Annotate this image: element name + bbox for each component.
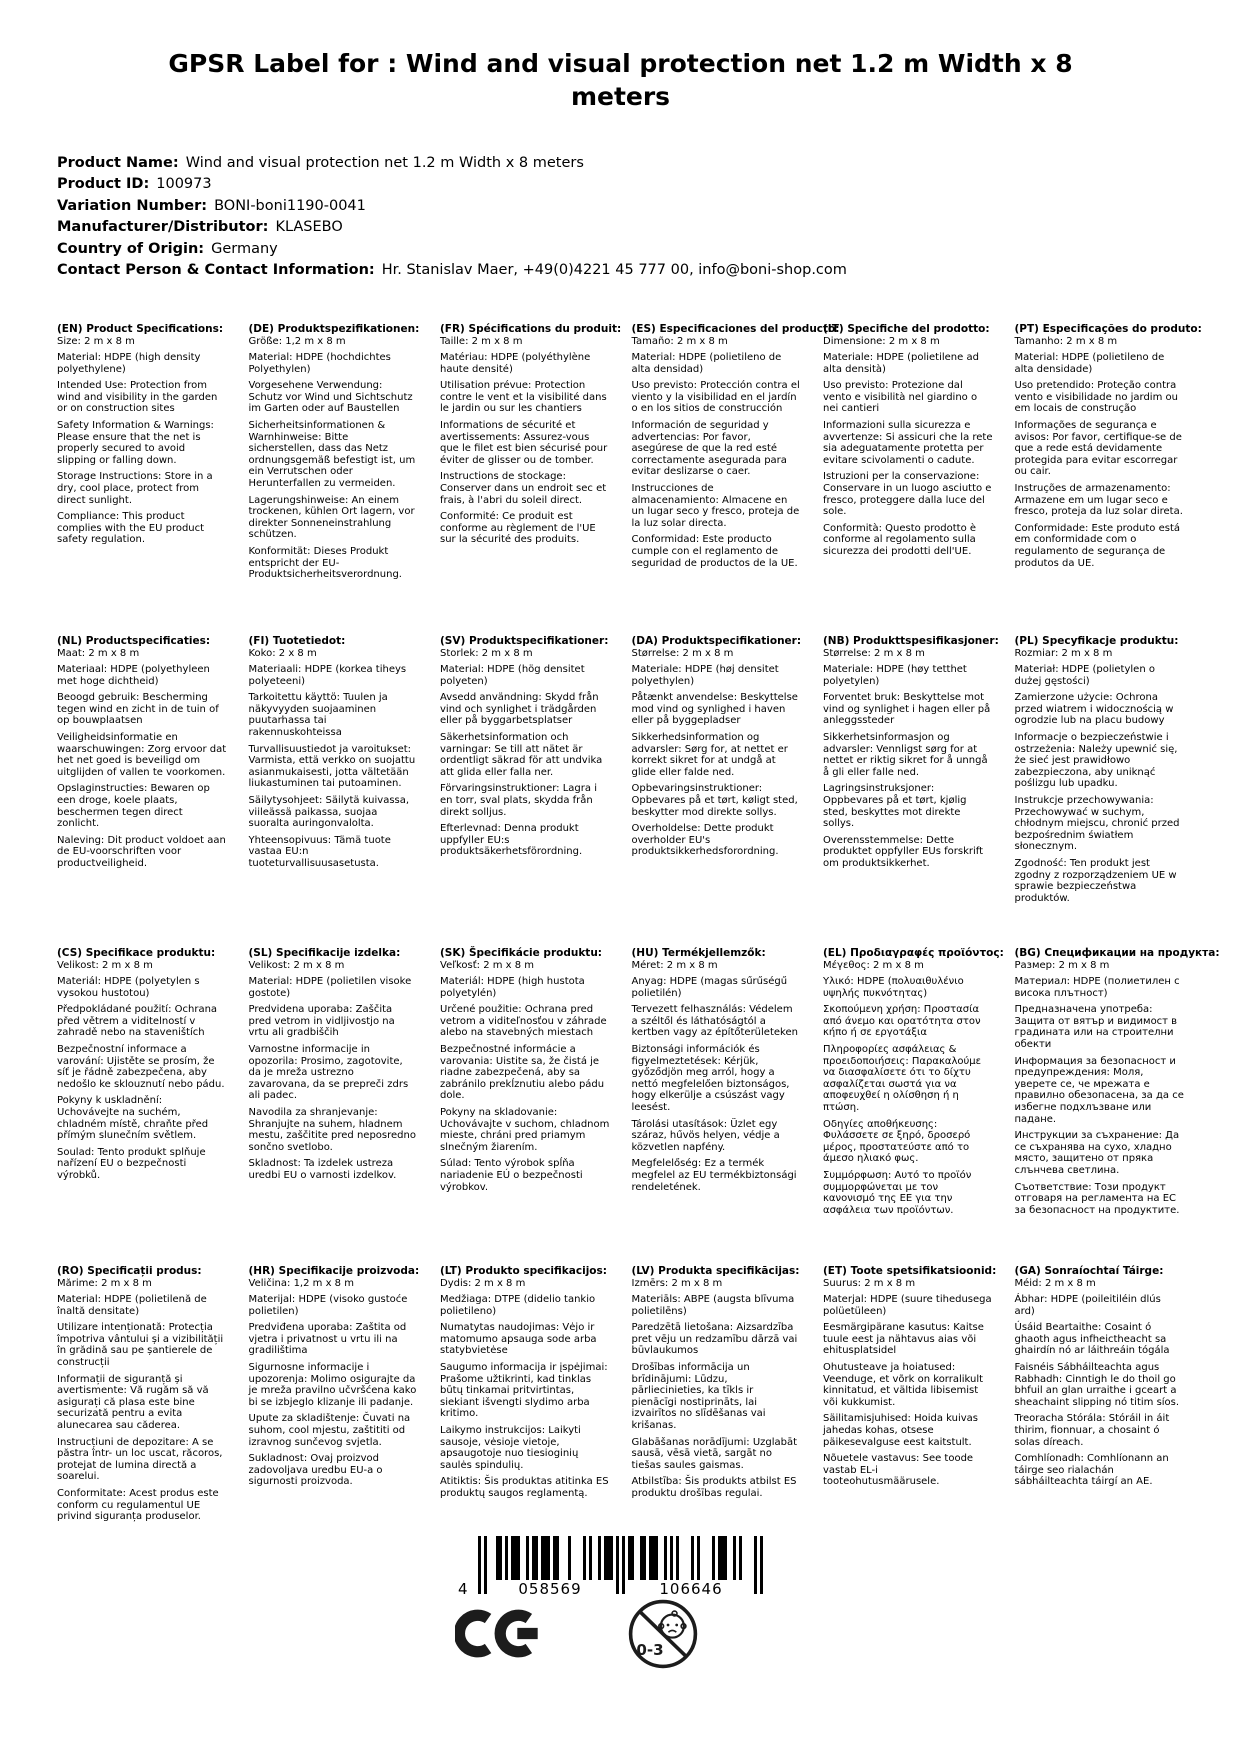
spec-paragraph: Materijal: HDPE (visoko gustoće polietilen): [248, 1294, 408, 1317]
spec-block-heading: (PL) Specyfikacje produktu:: [1014, 635, 1179, 648]
spec-block-sk: [440, 947, 610, 1265]
spec-paragraph: Beoogd gebruik: Bescherming tegen wind en zicht in de tuin of op bouwplaatsen: [57, 692, 219, 727]
spec-paragraph: Materiaal: HDPE (polyethyleen met hoge dichtheid): [57, 664, 210, 687]
spec-paragraph: Overholdelse: Dette produkt overholder EU's produktsikkerhedsforordning.: [631, 823, 779, 858]
manufacturer-label: Manufacturer/Distributor:: [57, 219, 269, 236]
spec-paragraph: Πληροφορίες ασφάλειας & προειδοποιήσεις: Παρακαλούμε να διασφαλίσετε ότι το δίχτυ ασφαλίζεται σωστά για να αποφευχθεί η ολίσθηση ή η πτώση.: [823, 1044, 982, 1114]
spec-block-heading: (FI) Tuotetiedot:: [248, 635, 346, 648]
spec-block-heading: (FR) Spécifications du produit:: [440, 323, 622, 336]
spec-paragraph: Rozmiar: 2 m x 8 m: [1014, 647, 1113, 659]
spec-paragraph: Instructions de stockage: Conserver dans un endroit sec et frais, à l'abri du soleil direct.: [440, 471, 607, 506]
spec-paragraph: Informacje o bezpieczeństwie i ostrzeżenia: Należy upewnić się, że sieć jest prawidłowo zabezpieczona, aby uniknąć poślizgu lub upadku.: [1014, 732, 1178, 790]
spec-block-hr: [249, 1265, 419, 1527]
spec-paragraph: Predvidena uporaba: Zaščita pred vetrom in vidljivostjo na vrtu ali gradbiščih: [248, 1004, 395, 1039]
spec-paragraph: Avsedd användning: Skydd från vind och synlighet i trädgården eller på byggarbetsplatser: [440, 692, 599, 727]
spec-paragraph: Taille: 2 m x 8 m: [440, 335, 523, 347]
product-id-label: Product ID:: [57, 176, 150, 193]
spec-paragraph: Numatytas naudojimas: Vėjo ir matomumo apsauga sode arba statybvietėse: [440, 1322, 597, 1357]
spec-paragraph: Instrukcje przechowywania: Przechowywać w suchym, chłodnym miejscu, chronić przed bezpośrednim światłem słonecznym.: [1014, 795, 1180, 853]
barcode-digits-left: 058569: [518, 1579, 582, 1598]
spec-paragraph: Uso pretendido: Proteção contra vento e visibilidade no jardim ou em locais de construção: [1014, 380, 1178, 415]
spec-block-heading: (CS) Specifikace produktu:: [57, 947, 216, 960]
spec-block-heading: (NB) Produkttspesifikasjoner:: [823, 635, 999, 648]
spec-paragraph: Lagringsinstruksjoner: Oppbevares på et tørt, kjølig sted, beskyttes mot direkte sollys.: [823, 783, 967, 830]
spec-block-en: [57, 323, 227, 635]
spec-paragraph: Säilytysohjeet: Säilytä kuivassa, viileässä paikassa, suojaa suoralta auringonvalolta.: [248, 795, 410, 830]
spec-paragraph: Informations de sécurité et avertissements: Assurez-vous que le filet est bien sécurisé pour éviter de glisser ou de tomber.: [440, 420, 608, 466]
spec-paragraph: Paredzētā lietošana: Aizsardzība pret vēju un redzamību dārzā vai būvlaukumos: [631, 1322, 798, 1357]
spec-paragraph: Utilisation prévue: Protection contre le vent et la visibilité dans le jardin ou sur les chantiers: [440, 380, 607, 415]
spec-paragraph: Compliance: This product complies with the EU product safety regulation.: [57, 511, 205, 546]
spec-paragraph: Opbevaringsinstruktioner: Opbevares på et tørt, køligt sted, beskytter mod direkte sollys.: [631, 783, 798, 818]
spec-paragraph: Size: 2 m x 8 m: [57, 335, 135, 347]
country-of-origin-label: Country of Origin:: [57, 240, 205, 257]
spec-paragraph: Material: HDPE (polietileno de alta densidade): [1014, 352, 1165, 375]
spec-paragraph: Съответствие: Този продукт отговаря на регламента на ЕС за безопасност на продуктите.: [1014, 1181, 1180, 1216]
spec-block-fi: [249, 635, 419, 947]
country-of-origin-row: [57, 241, 1184, 258]
barcode-bar: [760, 1536, 763, 1594]
spec-paragraph: Pokyny k uskladnění: Uchovávejte na suchém, chladném místě, chraňte před přímým slunečním světlem.: [57, 1095, 209, 1142]
spec-paragraph: Atbilstība: Šis produkts atbilst ES produktu drošības regulai.: [631, 1476, 797, 1500]
spec-block-ga: [1015, 1265, 1185, 1527]
compliance-marks: [455, 1604, 1184, 1670]
spec-paragraph: Størrelse: 2 m x 8 m: [631, 647, 734, 659]
manufacturer-value: KLASEBO: [275, 219, 343, 236]
spec-paragraph: Conformità: Questo prodotto è conforme al regolamento sulla sicurezza dei prodotti dell'UE.: [823, 522, 977, 558]
spec-paragraph: Drošības informācija un brīdinājumi: Lūdzu, pārliecinieties, ka tīkls ir pienācīgi nostiprināts, lai izvairītos no slīdēšanas vai krišanas.: [631, 1362, 766, 1432]
manufacturer-row: [57, 219, 1184, 236]
spec-paragraph: Informații de siguranță și avertismente: Vă rugăm să vă asigurați că plasa este bine securizată pentru a evita alunecarea sau căderea.: [57, 1373, 209, 1432]
spec-paragraph: Soulad: Tento produkt splňuje nařízení EU o bezpečnosti výrobků.: [57, 1146, 206, 1182]
product-name-row: [57, 155, 1184, 172]
spec-paragraph: Conformitate: Acest produs este conform cu regulamentul UE privind siguranța produselor.: [57, 1488, 219, 1523]
age-warning-text: 0-3: [636, 1640, 664, 1659]
contact-label: Contact Person & Contact Information:: [57, 261, 375, 278]
spec-paragraph: Efterlevnad: Denna produkt uppfyller EU:s produktsäkerhetsförordning.: [440, 823, 583, 858]
spec-paragraph: Biztonsági információk és figyelmeztetések: Kérjük, győződjön meg arról, hogy a nettó megfelelően biztonságos, hogy elkerülje a csúszást vagy leesést.: [631, 1044, 790, 1114]
spec-paragraph: Faisnéis Sábháilteachta agus Rabhadh: Cinntigh le do thoil go bhfuil an glan urraithe i gceart a sheachaint slipping nó titim síos.: [1014, 1362, 1180, 1408]
spec-block-heading: (GA) Sonraíochtaí Táirge:: [1014, 1265, 1164, 1278]
age-warning-0-3-icon: [627, 1598, 699, 1670]
spec-paragraph: Glabāšanas norādījumi: Uzglabāt sausā, vēsā vietā, sargāt no tiešas saules gaismas.: [631, 1436, 798, 1471]
spec-paragraph: Conformidade: Este produto está em conformidade com o regulamento de segurança de produtos da UE.: [1014, 522, 1181, 569]
spec-paragraph: Veličina: 1,2 m x 8 m: [248, 1277, 354, 1289]
spec-paragraph: Materjal: HDPE (suure tihedusega polüetüleen): [823, 1294, 992, 1317]
spec-paragraph: Bezpečnostní informace a varování: Ujistěte se prosím, že síť je řádně zabezpečena, aby nedošlo ke sklouznutí nebo pádu.: [57, 1044, 225, 1090]
spec-paragraph: Informazioni sulla sicurezza e avvertenze: Si assicuri che la rete sia adeguatamente protetta per evitare scivolamenti o cadute.: [823, 420, 993, 466]
spec-paragraph: Material: HDPE (polietilenă de înaltă densitate): [57, 1294, 207, 1317]
spec-paragraph: Conformité: Ce produit est conforme au règlement de l'UE sur la sécurité des produits.: [440, 511, 596, 546]
spec-paragraph: Maat: 2 m x 8 m: [57, 647, 140, 659]
spec-paragraph: Μέγεθος: 2 m x 8 m: [823, 959, 924, 971]
spec-paragraph: Laikymo instrukcijos: Laikyti sausoje, vėsioje vietoje, apsaugotoje nuo tiesioginių saulės spindulių.: [440, 1425, 581, 1471]
spec-paragraph: Storage Instructions: Store in a dry, cool place, protect from direct sunlight.: [57, 471, 213, 506]
spec-block-heading: (SV) Produktspecifikationer:: [440, 635, 609, 648]
spec-block-heading: (HR) Specifikacije proizvoda:: [248, 1265, 420, 1278]
spec-paragraph: Lagerungshinweise: An einem trockenen, kühlen Ort lagern, vor direkter Sonneneinstrahlung schützen.: [248, 494, 415, 541]
spec-paragraph: Overensstemmelse: Dette produktet oppfyller EUs forskrift om produktsikkerhet.: [823, 834, 984, 870]
variation-number-label: Variation Number:: [57, 197, 208, 214]
spec-block-nl: [57, 635, 227, 947]
spec-block-bg: [1014, 947, 1220, 1265]
spec-paragraph: Istruzioni per la conservazione: Conservare in un luogo asciutto e fresco, proteggere dalla luce del sole.: [823, 471, 992, 518]
spec-block-heading: (SK) Špecifikácie produktu:: [440, 947, 603, 960]
spec-block-heading: (EN) Product Specifications:: [57, 323, 224, 336]
barcode-digit-prefix: 4: [458, 1579, 469, 1598]
spec-block-heading: (EL) Προδιαγραφές προϊόντος:: [823, 947, 1004, 960]
spec-paragraph: Materiale: HDPE (høy tetthet polyetylen): [823, 664, 967, 687]
barcode-digits-right: 106646: [659, 1579, 723, 1598]
product-name-label: Product Name:: [57, 155, 179, 171]
spec-paragraph: Instrucciones de almacenamiento: Almacene en un lugar seco y fresco, proteja de la luz solar directa.: [631, 483, 800, 529]
spec-paragraph: Tárolási utasítások: Üzlet egy száraz, hűvös helyen, védje a közvetlen napfény.: [631, 1118, 780, 1153]
spec-paragraph: Storlek: 2 m x 8 m: [440, 647, 533, 659]
spec-paragraph: Uso previsto: Protección contra el viento y la visibilidad en el jardín o en los sitios de construcción: [631, 380, 800, 415]
spec-paragraph: Sukladnost: Ovaj proizvod zadovoljava uredbu EU-a o sigurnosti proizvoda.: [248, 1453, 383, 1488]
spec-paragraph: Størrelse: 2 m x 8 m: [823, 647, 925, 659]
spec-block-sv: [440, 635, 610, 947]
spec-paragraph: Atitiktis: Šis produktas atitinka ES produktų saugos reglamentą.: [440, 1476, 609, 1500]
spec-paragraph: Инструкции за съхранение: Да се съхранява на сухо, хладно място, защитено от пряка слънчева светлина.: [1014, 1130, 1180, 1177]
spec-grid: [57, 323, 1220, 1527]
spec-paragraph: Eesmärgipärane kasutus: Kaitse tuule eest ja nähtavus aias või ehitusplatsidel: [823, 1322, 984, 1357]
spec-paragraph: Ábhar: HDPE (poileitiléin dlús ard): [1014, 1294, 1161, 1317]
spec-paragraph: Předpokládané použití: Ochrana před větrem a viditelností v zahradě nebo na staveništích: [57, 1004, 218, 1039]
product-id-value: 100973: [156, 176, 212, 193]
spec-paragraph: Megfelelőség: Ez a termék megfelel az EU termékbiztonsági rendeletének.: [631, 1158, 797, 1193]
spec-block-heading: (SL) Specifikacije izdelka:: [248, 947, 401, 960]
spec-block-da: [632, 635, 802, 947]
spec-paragraph: Größe: 1,2 m x 8 m: [248, 335, 346, 347]
spec-block-it: [823, 323, 993, 635]
spec-paragraph: Varnostne informacije in opozorila: Prosimo, zagotovite, da je mreža ustrezno zavarovana, da se prepreči zdrs ali padec.: [248, 1044, 409, 1102]
spec-paragraph: Materiāls: ABPE (augsta blīvuma polietilēns): [631, 1294, 795, 1317]
spec-block-heading: (ES) Especificaciones del producto:: [631, 323, 840, 336]
contact-value: Hr. Stanislav Maer, +49(0)4221 45 777 00, info@boni-shop.com: [381, 261, 847, 278]
spec-block-heading: (LV) Produkta specifikācijas:: [631, 1265, 800, 1278]
spec-paragraph: Συμμόρφωση: Αυτό το προϊόν συμμορφώνεται με τον κανονισμό της ΕΕ για την ασφάλεια των προϊόντων.: [823, 1170, 972, 1216]
spec-paragraph: Materiale: HDPE (høj densitet polyethylen): [631, 664, 779, 687]
spec-paragraph: Určené použitie: Ochrana pred vetrom a viditeľnosťou v záhrade alebo na stavebných miestach: [440, 1004, 607, 1039]
spec-paragraph: Utilizare intenționată: Protecția împotriva vântului și a vizibilității în grădină sau pe șantierele de construcții: [57, 1322, 224, 1369]
spec-block-pl: [1015, 635, 1185, 947]
spec-paragraph: Sikkerhetsinformasjon og advarsler: Vennligst sørg for at nettet er riktig sikret for å unngå å gli eller falle ned.: [823, 732, 988, 778]
spec-paragraph: Veľkosť: 2 m x 8 m: [440, 959, 535, 971]
spec-paragraph: Säilitamisjuhised: Hoida kuivas jahedas kohas, otsese päikesevalguse eest kaitstult.: [823, 1413, 979, 1448]
variation-number-row: [57, 198, 1184, 215]
spec-block-heading: (LT) Produkto specifikacijos:: [440, 1265, 607, 1278]
spec-paragraph: Материал: HDPE (полиетилен с висока плътност): [1014, 976, 1180, 999]
spec-block-heading: (NL) Productspecificaties:: [57, 635, 211, 648]
spec-paragraph: Informações de segurança e avisos: Por favor, certifique-se de que a rede está devidamente protegida para evitar escorregar ou cair.: [1014, 420, 1182, 478]
spec-block-heading: (HU) Termékjellemzők:: [631, 947, 766, 960]
contact-row: [57, 262, 1184, 279]
spec-block-heading: (IT) Specifiche del prodotto:: [823, 323, 990, 336]
spec-block-nb: [823, 635, 999, 947]
spec-block-lv: [632, 1265, 802, 1527]
spec-paragraph: Material: HDPE (polietilen visoke gostote): [248, 976, 412, 999]
spec-paragraph: Matériau: HDPE (polyéthylène haute densité): [440, 352, 591, 375]
ean13-barcode: [458, 1536, 763, 1598]
spec-paragraph: Material: HDPE (polietileno de alta densidad): [631, 352, 782, 375]
spec-paragraph: Predviđena uporaba: Zaštita od vjetra i privatnost u vrtu ili na gradilištima: [248, 1322, 407, 1357]
spec-paragraph: Materiale: HDPE (polietilene ad alta densità): [823, 352, 979, 375]
spec-block-et: [823, 1265, 997, 1527]
spec-paragraph: Säkerhetsinformation och varningar: Se till att nätet är ordentligt säkrad för att undvika att glida eller falla ner.: [440, 732, 603, 778]
spec-block-heading: (ET) Toote spetsifikatsioonid:: [823, 1265, 997, 1278]
spec-paragraph: Nõuetele vastavus: See toode vastab EL-i tooteohutusmäärusele.: [823, 1453, 974, 1488]
spec-paragraph: Dydis: 2 m x 8 m: [440, 1277, 526, 1289]
spec-paragraph: Navodila za shranjevanje: Shranjujte na suhem, hladnem mestu, zaščitite pred neposredno sončno svetlobo.: [248, 1107, 416, 1153]
spec-block-sl: [249, 947, 419, 1265]
spec-paragraph: Οδηγίες αποθήκευσης: Φυλάσσετε σε ξηρό, δροσερό μέρος, προστατεύστε από το άμεσο ηλιακό φως.: [823, 1118, 971, 1165]
spec-paragraph: Ohutusteave ja hoiatused: Veenduge, et võrk on korralikult kinnitatud, et vältida libisemist või kukkumist.: [823, 1362, 984, 1408]
spec-paragraph: Saugumo informacija ir įspėjimai: Prašome užtikrinti, kad tinklas būtų tinkamai pritvirtintas, siekiant išvengti slydimo arba kritimo.: [440, 1362, 608, 1420]
spec-paragraph: Påtænkt anvendelse: Beskyttelse mod vind og synlighed i haven eller på byggepladser: [631, 692, 798, 727]
spec-paragraph: Información de seguridad y advertencias: Por favor, asegúrese de que la red esté correctamente asegurada para evitar deslizarse o caer.: [631, 420, 787, 478]
spec-paragraph: Materiál: HDPE (polyetylen s vysokou hustotou): [57, 976, 200, 999]
spec-paragraph: Sigurnosne informacije i upozorenja: Molimo osigurajte da je mreža pravilno učvršćena kako bi se izbjeglo klizanje ili padanje.: [248, 1362, 417, 1408]
country-of-origin-value: Germany: [211, 240, 278, 257]
spec-paragraph: Σκοπούμενη χρήση: Προστασία από άνεμο και ορατότητα στον κήπο ή σε εργοτάξια: [823, 1004, 981, 1039]
bottom-section: [57, 1536, 1184, 1670]
spec-paragraph: Skladnost: Ta izdelek ustreza uredbi EU o varnosti izdelkov.: [248, 1158, 397, 1182]
spec-paragraph: Dimensione: 2 m x 8 m: [823, 335, 940, 347]
spec-paragraph: Veiligheidsinformatie en waarschuwingen: Zorg ervoor dat het net goed is beveiligd om uitglijden of vallen te voorkomen.: [57, 732, 227, 778]
spec-block-lt: [440, 1265, 610, 1527]
spec-paragraph: Instruções de armazenamento: Armazene em um lugar seco e fresco, proteja da luz solar direta.: [1014, 483, 1183, 518]
spec-paragraph: Zamierzone użycie: Ochrona przed wiatrem i widocznością w ogrodzie lub na placu budowy: [1014, 692, 1174, 727]
spec-block-heading: (DA) Produktspecifikationer:: [631, 635, 802, 648]
spec-block-cs: [57, 947, 227, 1265]
spec-paragraph: Bezpečnostné informácie a varovania: Uistite sa, že čistá je riadne zabezpečená, aby sa zabránilo prekĺznutiu alebo pádu dole.: [440, 1044, 605, 1102]
spec-paragraph: Méid: 2 m x 8 m: [1014, 1277, 1096, 1289]
spec-paragraph: Instrucțiuni de depozitare: A se păstra într- un loc uscat, răcoros, protejat de lumina directă a soarelui.: [57, 1436, 223, 1483]
spec-paragraph: Forventet bruk: Beskyttelse mot vind og synlighet i hagen eller på anleggssteder: [823, 692, 991, 727]
spec-block-es: [631, 323, 840, 635]
spec-paragraph: Anyag: HDPE (magas sűrűségű polietilén): [631, 976, 788, 999]
spec-paragraph: Sikkerhedsinformation og advarsler: Sørg for, at nettet er korrekt sikret for at undgå at glide eller falde ned.: [631, 732, 788, 778]
spec-paragraph: Информация за безопасност и предупреждения: Моля, уверете се, че мрежата е правилно обезопасена, за да се избегне подхлъзване или падане.: [1014, 1055, 1184, 1125]
variation-number-value: BONI-boni1190-0041: [214, 197, 366, 214]
spec-paragraph: Предназначена употреба: Защита от вятър и видимост в градината или на строителни обекти: [1014, 1004, 1178, 1051]
spec-paragraph: Tamanho: 2 m x 8 m: [1014, 335, 1118, 347]
spec-paragraph: Súlad: Tento výrobok spĺňa nariadenie EÚ o bezpečnosti výrobkov.: [440, 1158, 583, 1193]
spec-paragraph: Medžiaga: DTPE (didelio tankio polietileno): [440, 1294, 596, 1317]
spec-paragraph: Vorgesehene Verwendung: Schutz vor Wind und Sichtschutz im Garten oder auf Baustellen: [248, 380, 413, 415]
spec-paragraph: Conformidad: Este producto cumple con el reglamento de seguridad de productos de la UE.: [631, 534, 798, 569]
spec-paragraph: Suurus: 2 m x 8 m: [823, 1277, 916, 1289]
spec-paragraph: Pokyny na skladovanie: Uchovávajte v suchom, chladnom mieste, chráni pred priamym slnečným žiarením.: [440, 1107, 610, 1153]
spec-paragraph: Tervezett felhasználás: Védelem a széltől és láthatóságtól a kertben vagy az építőterületeken: [631, 1004, 798, 1039]
spec-paragraph: Mărime: 2 m x 8 m: [57, 1277, 152, 1289]
spec-paragraph: Sicherheitsinformationen & Warnhinweise: Bitte sicherstellen, dass das Netz ordnungsgemäß befestigt ist, um ein Verrutschen oder Herunterfallen zu vermeiden.: [248, 420, 416, 490]
spec-paragraph: Materiaali: HDPE (korkea tiheys polyeteeni): [248, 664, 407, 687]
spec-paragraph: Zgodność: Ten produkt jest zgodny z rozporządzeniem UE w sprawie bezpieczeństwa produktów.: [1014, 858, 1177, 904]
spec-block-el: [823, 947, 1004, 1265]
spec-block-heading: (PT) Especificações do produto:: [1014, 323, 1202, 336]
spec-paragraph: Velikost: 2 m x 8 m: [57, 959, 153, 971]
spec-paragraph: Treoracha Stórála: Stóráil in áit thirim, fionnuar, a chosaint ó solas díreach.: [1014, 1413, 1170, 1448]
spec-paragraph: Υλικό: HDPE (πολυαιθυλένιο υψηλής πυκνότητας): [823, 976, 964, 999]
ce-mark-icon: [455, 1604, 541, 1663]
spec-paragraph: Izmērs: 2 m x 8 m: [631, 1277, 723, 1289]
spec-paragraph: Material: HDPE (hög densitet polyeten): [440, 664, 585, 687]
spec-paragraph: Comhlíonadh: Comhlíonann an táirge seo rialachán sábháilteachta táirgí an AE.: [1014, 1453, 1169, 1488]
spec-paragraph: Material: HDPE (hochdichtes Polyethylen): [248, 352, 391, 375]
spec-paragraph: Размер: 2 m x 8 m: [1014, 959, 1110, 971]
product-info-section: [57, 155, 1184, 279]
spec-block-ro: [57, 1265, 227, 1527]
spec-block-heading: (DE) Produktspezifikationen:: [248, 323, 420, 336]
spec-block-heading: (BG) Спецификации на продукта:: [1014, 947, 1220, 960]
spec-paragraph: Safety Information & Warnings: Please ensure that the net is properly secured to avoid slipping or falling down.: [57, 420, 214, 466]
spec-paragraph: Naleving: Dit product voldoet aan de EU-voorschriften voor productveiligheid.: [57, 834, 226, 870]
spec-paragraph: Uso previsto: Protezione dal vento e visibilità nel giardino o nei cantieri: [823, 380, 978, 415]
spec-paragraph: Úsáid Beartaithe: Cosaint ó ghaoth agus infheictheacht sa ghairdín nó ar láithreáin tógála: [1014, 1322, 1170, 1357]
spec-block-heading: (RO) Specificații produs:: [57, 1265, 202, 1278]
spec-block-fr: [440, 323, 622, 635]
spec-paragraph: Tarkoitettu käyttö: Tuulen ja näkyvyyden suojaaminen puutarhassa tai rakennuskohteissa: [248, 692, 388, 739]
product-name-value: Wind and visual protection net 1.2 m Width x 8 meters: [185, 155, 584, 171]
spec-paragraph: Koko: 2 x 8 m: [248, 647, 317, 659]
spec-paragraph: Yhteensopivuus: Tämä tuote vastaa EU:n tuoteturvallisuusasetusta.: [248, 834, 391, 870]
spec-paragraph: Förvaringsinstruktioner: Lagra i en torr, sval plats, skydda från direkt solljus.: [440, 783, 597, 818]
spec-paragraph: Material: HDPE (high density polyethylene): [57, 352, 201, 375]
spec-block-de: [249, 323, 419, 635]
spec-paragraph: Tamaño: 2 m x 8 m: [631, 335, 728, 347]
spec-paragraph: Opslaginstructies: Bewaren op een droge, koele plaats, beschermen tegen direct zonlicht.: [57, 783, 210, 830]
spec-paragraph: Turvallisuustiedot ja varoitukset: Varmista, että verkko on suojattu asianmukaisesti, jotta vältetään liukastuminen tai putoaminen.: [248, 743, 416, 790]
spec-paragraph: Materiał: HDPE (polietylen o dużej gęstości): [1014, 664, 1155, 687]
product-id-row: [57, 176, 1184, 193]
spec-paragraph: Upute za skladištenje: Čuvati na suhom, cool mjestu, zaštititi od izravnog sunčevog svjetla.: [248, 1413, 411, 1448]
spec-block-hu: [632, 947, 802, 1265]
spec-paragraph: Konformität: Dieses Produkt entspricht der EU-Produktsicherheitsverordnung.: [248, 546, 402, 581]
spec-paragraph: Velikost: 2 m x 8 m: [248, 959, 345, 971]
spec-block-pt: [1014, 323, 1202, 635]
spec-paragraph: Méret: 2 m x 8 m: [631, 959, 718, 971]
page-title: GPSR Label for : Wind and visual protection net 1.2 m Width x 8 meters: [168, 49, 1073, 111]
spec-paragraph: Intended Use: Protection from wind and visibility in the garden or on construction sites: [57, 380, 218, 415]
spec-paragraph: Materiál: HDPE (high hustota polyetylén): [440, 976, 585, 999]
